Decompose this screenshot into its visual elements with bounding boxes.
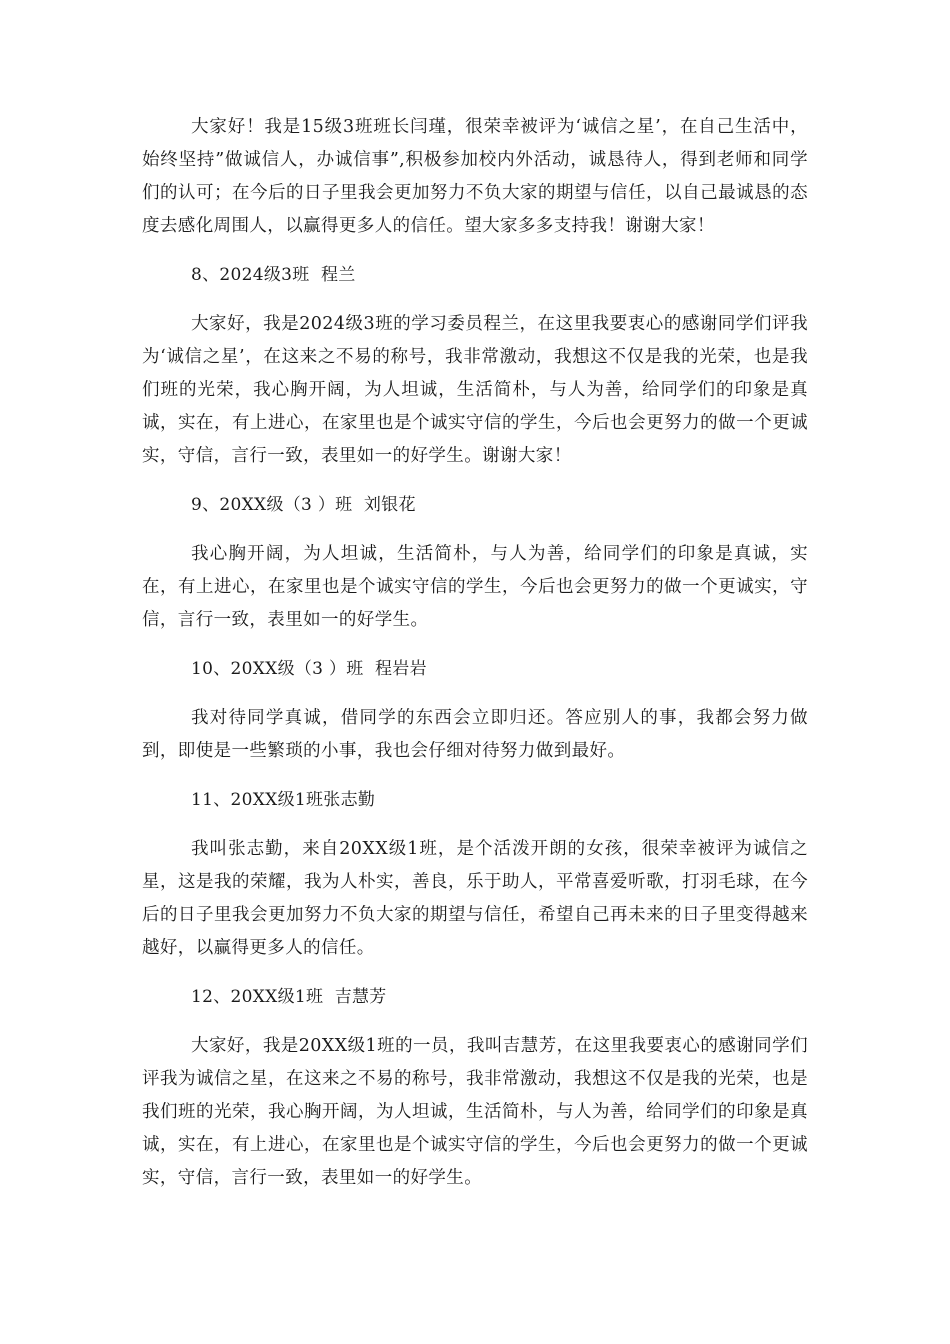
heading-item-12: 12、20XX级1班 吉慧芳 xyxy=(191,987,387,1007)
heading-item-8: 8、2024级3班 程兰 xyxy=(191,265,356,285)
paragraph-cheng-lan: 大家好，我是2024级3班的学习委员程兰，在这里我要衷心的感谢同学们评我为‘诚信之星’，在这来之不易的称号，我非常激动，我想这不仅是我的光荣，也是我们班的光荣，我心胸开阔，为人坦诚，生活简朴，与人为善，给同学们的印象是真诚，实在，有上进心，在家里也是个诚实守信的学生，今后也会更努力的做一个更诚实，守信，言行一致，表里如一的好学生。谢谢大家！ xyxy=(142,314,808,466)
heading-item-11: 11、20XX级1班张志勤 xyxy=(191,790,376,810)
paragraph-liu-yinhua: 我心胸开阔，为人坦诚，生活简朴，与人为善，给同学们的印象是真诚，实在，有上进心，在家里也是个诚实守信的学生，今后也会更努力的做一个更诚实，守信，言行一致，表里如一的好学生。 xyxy=(142,544,808,630)
paragraph-yan-jin: 大家好！我是15级3班班长闫瑾，很荣幸被评为‘诚信之星’，在自己生活中，始终坚持”做诚信人，办诚信事”,积极参加校内外活动，诚恳待人，得到老师和同学们的认可；在今后的日子里我会更加努力不负大家的期望与信任，以自己最诚恳的态度去感化周围人，以赢得更多人的信任。望大家多多支持我！谢谢大家！ xyxy=(142,117,808,236)
paragraph-zhang-zhiqin: 我叫张志勤，来自20XX级1班，是个活泼开朗的女孩，很荣幸被评为诚信之星，这是我的荣耀，我为人朴实，善良，乐于助人，平常喜爱听歌，打羽毛球，在今后的日子里我会更加努力不负大家的期望与信任，希望自己再未来的日子里变得越来越好，以赢得更多人的信任。 xyxy=(142,839,808,958)
heading-item-9: 9、20XX级（3 ）班 刘银花 xyxy=(191,495,416,515)
document-body xyxy=(142,111,808,1195)
paragraph-ji-huifang: 大家好，我是20XX级1班的一员，我叫吉慧芳，在这里我要衷心的感谢同学们评我为诚信之星，在这来之不易的称号，我非常激动，我想这不仅是我的光荣，也是我们班的光荣，我心胸开阔，为人坦诚，生活简朴，与人为善，给同学们的印象是真诚，实在，有上进心，在家里也是个诚实守信的学生，今后也会更努力的做一个更诚实，守信，言行一致，表里如一的好学生。 xyxy=(142,1036,808,1188)
heading-item-10: 10、20XX级（3 ）班 程岩岩 xyxy=(191,659,427,679)
paragraph-cheng-yanyan: 我对待同学真诚，借同学的东西会立即归还。答应别人的事，我都会努力做到，即使是一些繁琐的小事，我也会仔细对待努力做到最好。 xyxy=(142,708,808,761)
